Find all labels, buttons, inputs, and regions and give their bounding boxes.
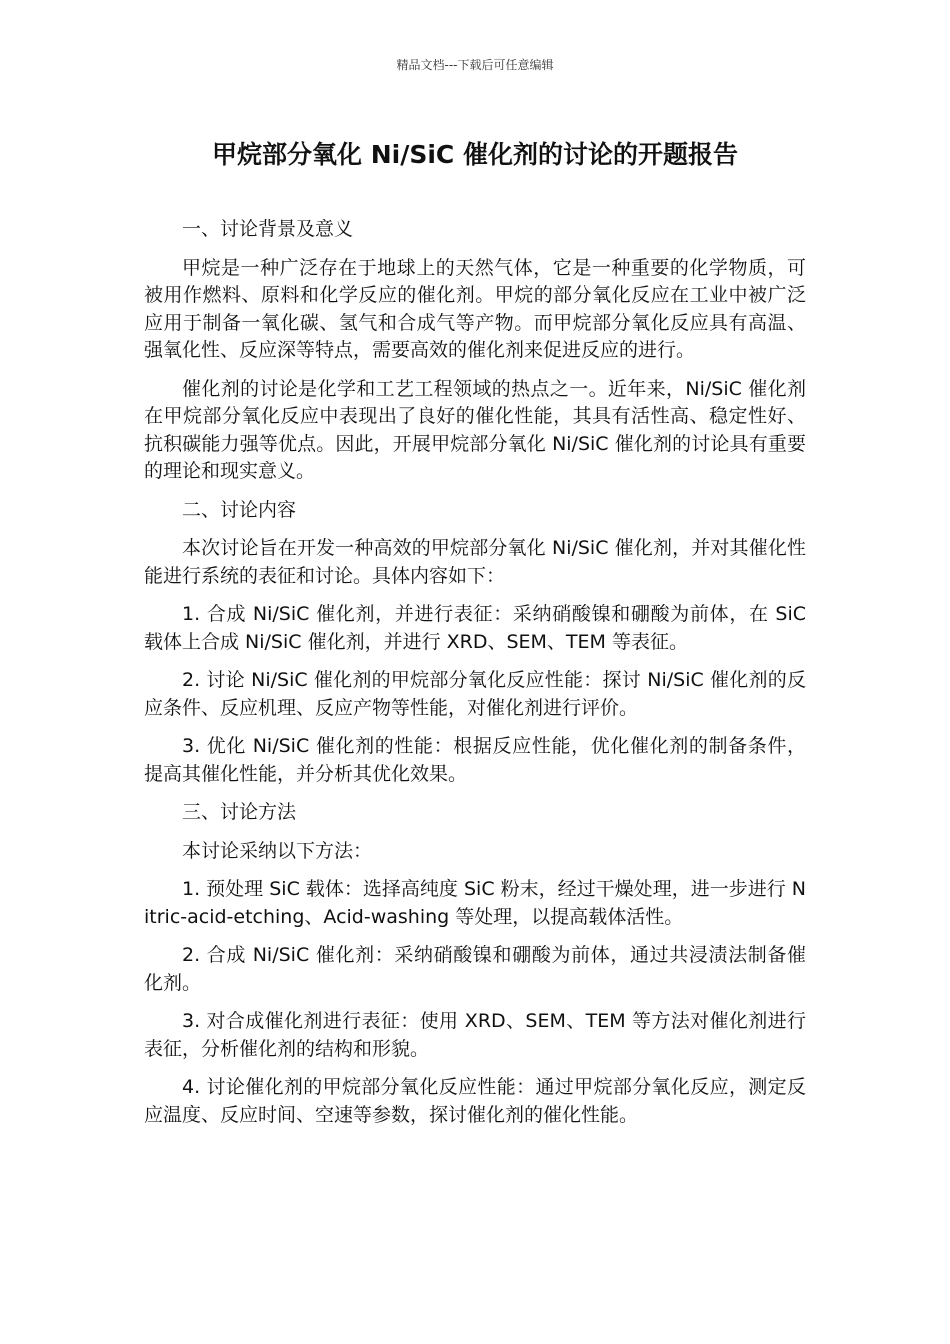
paragraph-catalyst-research: 催化剂的讨论是化学和工艺工程领域的热点之一。近年来，Ni/SiC 催化剂在甲烷部分氧化反应中表现出了良好的催化性能，其具有活性高、稳定性好、抗积碳能力强等优点。因此，开展甲烷部分氧化 Ni/SiC 催化剂的讨论具有重要的理论和现实意义。 bbox=[144, 377, 806, 482]
list-item-content-1: 1. 合成 Ni/SiC 催化剂，并进行表征：采纳硝酸镍和硼酸为前体，在 SiC 载体上合成 Ni/SiC 催化剂，并进行 XRD、SEM、TEM 等表征。 bbox=[144, 603, 806, 653]
section-heading-content: 二、讨论内容 bbox=[182, 498, 297, 521]
list-item-method-4: 4. 讨论催化剂的甲烷部分氧化反应性能：通过甲烷部分氧化反应，测定反应温度、反应时间、空速等参数，探讨催化剂的催化性能。 bbox=[144, 1076, 806, 1126]
list-item-content-3: 3. 优化 Ni/SiC 催化剂的性能：根据反应性能，优化催化剂的制备条件，提高其催化性能，并分析其优化效果。 bbox=[144, 735, 806, 785]
list-item-method-2: 2. 合成 Ni/SiC 催化剂：采纳硝酸镍和硼酸为前体，通过共浸渍法制备催化剂。 bbox=[144, 944, 806, 994]
section-heading-methods: 三、讨论方法 bbox=[182, 801, 297, 823]
header-note: 精品文档---下载后可任意编辑 bbox=[396, 58, 554, 72]
paragraph-content-intro: 本次讨论旨在开发一种高效的甲烷部分氧化 Ni/SiC 催化剂，并对其催化性能进行系统的表征和讨论。具体内容如下： bbox=[144, 537, 806, 587]
document-body bbox=[144, 216, 806, 1140]
paragraph-methods-intro: 本讨论采纳以下方法： bbox=[182, 839, 373, 862]
document-title: 甲烷部分氧化 Ni/SiC 催化剂的讨论的开题报告 bbox=[212, 140, 738, 169]
list-item-method-1: 1. 预处理 SiC 载体：选择高纯度 SiC 粉末，经过干燥处理，进一步进行 Nitric-acid-etching、Acid-washing 等处理，以提高载体活性。 bbox=[144, 878, 806, 928]
section-heading-background: 一、讨论背景及意义 bbox=[182, 218, 354, 240]
list-item-method-3: 3. 对合成催化剂进行表征：使用 XRD、SEM、TEM 等方法对催化剂进行表征，分析催化剂的结构和形貌。 bbox=[144, 1010, 806, 1060]
paragraph-methane-intro: 甲烷是一种广泛存在于地球上的天然气体，它是一种重要的化学物质，可被用作燃料、原料和化学反应的催化剂。甲烷的部分氧化反应在工业中被广泛应用于制备一氧化碳、氢气和合成气等产物。而甲烷部分氧化反应具有高温、强氧化性、反应深等特点，需要高效的催化剂来促进反应的进行。 bbox=[144, 256, 806, 361]
list-item-content-2: 2. 讨论 Ni/SiC 催化剂的甲烷部分氧化反应性能：探讨 Ni/SiC 催化剂的反应条件、反应机理、反应产物等性能，对催化剂进行评价。 bbox=[144, 669, 806, 719]
